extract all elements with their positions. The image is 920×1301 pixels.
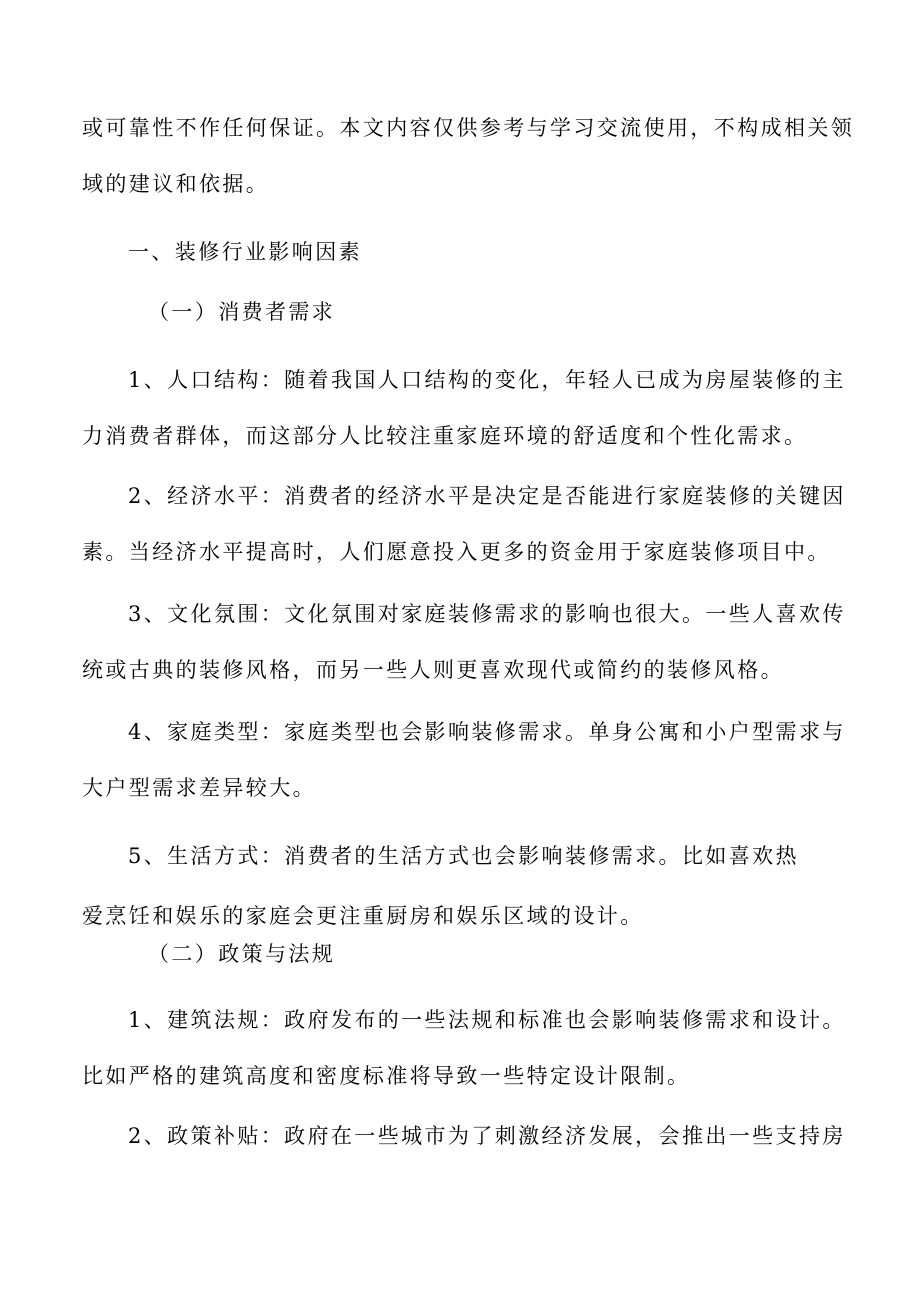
subsection-heading-1: （一）消费者需求: [148, 300, 336, 324]
paragraph-6-line-2: 比如严格的建筑高度和密度标准将导致一些特定设计限制。: [82, 1064, 691, 1088]
paragraph-2-line-2: 素。当经济水平提高时，人们愿意投入更多的资金用于家庭装修项目中。: [82, 540, 831, 564]
paragraph-4-line-1: 4、家庭类型：家庭类型也会影响装修需求。单身公寓和小户型需求与: [128, 720, 846, 744]
section-heading: 一、装修行业影响因素: [128, 240, 362, 264]
paragraph-4-line-2: 大户型需求差异较大。: [82, 776, 316, 800]
paragraph-2-line-1: 2、经济水平：消费者的经济水平是决定是否能进行家庭装修的关键因: [128, 484, 846, 508]
paragraph-1-line-2: 力消费者群体，而这部分人比较注重家庭环境的舒适度和个性化需求。: [82, 424, 808, 448]
intro-line-2: 域的建议和依据。: [82, 172, 270, 196]
paragraph-5-line-2: 爱烹饪和娱乐的家庭会更注重厨房和娱乐区域的设计。: [82, 904, 644, 928]
paragraph-3-line-2: 统或古典的装修风格，而另一些人则更喜欢现代或简约的装修风格。: [82, 658, 784, 682]
paragraph-3-line-1: 3、文化氛围：文化氛围对家庭装修需求的影响也很大。一些人喜欢传: [128, 602, 846, 626]
subsection-heading-2: （二）政策与法规: [148, 942, 336, 966]
paragraph-5-line-1: 5、生活方式：消费者的生活方式也会影响装修需求。比如喜欢热: [128, 844, 799, 868]
paragraph-1-line-1: 1、人口结构：随着我国人口结构的变化，年轻人已成为房屋装修的主: [128, 368, 846, 392]
paragraph-7-line-1: 2、政策补贴：政府在一些城市为了刺激经济发展，会推出一些支持房: [128, 1124, 846, 1148]
paragraph-6-line-1: 1、建筑法规：政府发布的一些法规和标准也会影响装修需求和设计。: [128, 1008, 846, 1032]
intro-line-1: 或可靠性不作任何保证。本文内容仅供参考与学习交流使用，不构成相关领: [82, 116, 855, 140]
